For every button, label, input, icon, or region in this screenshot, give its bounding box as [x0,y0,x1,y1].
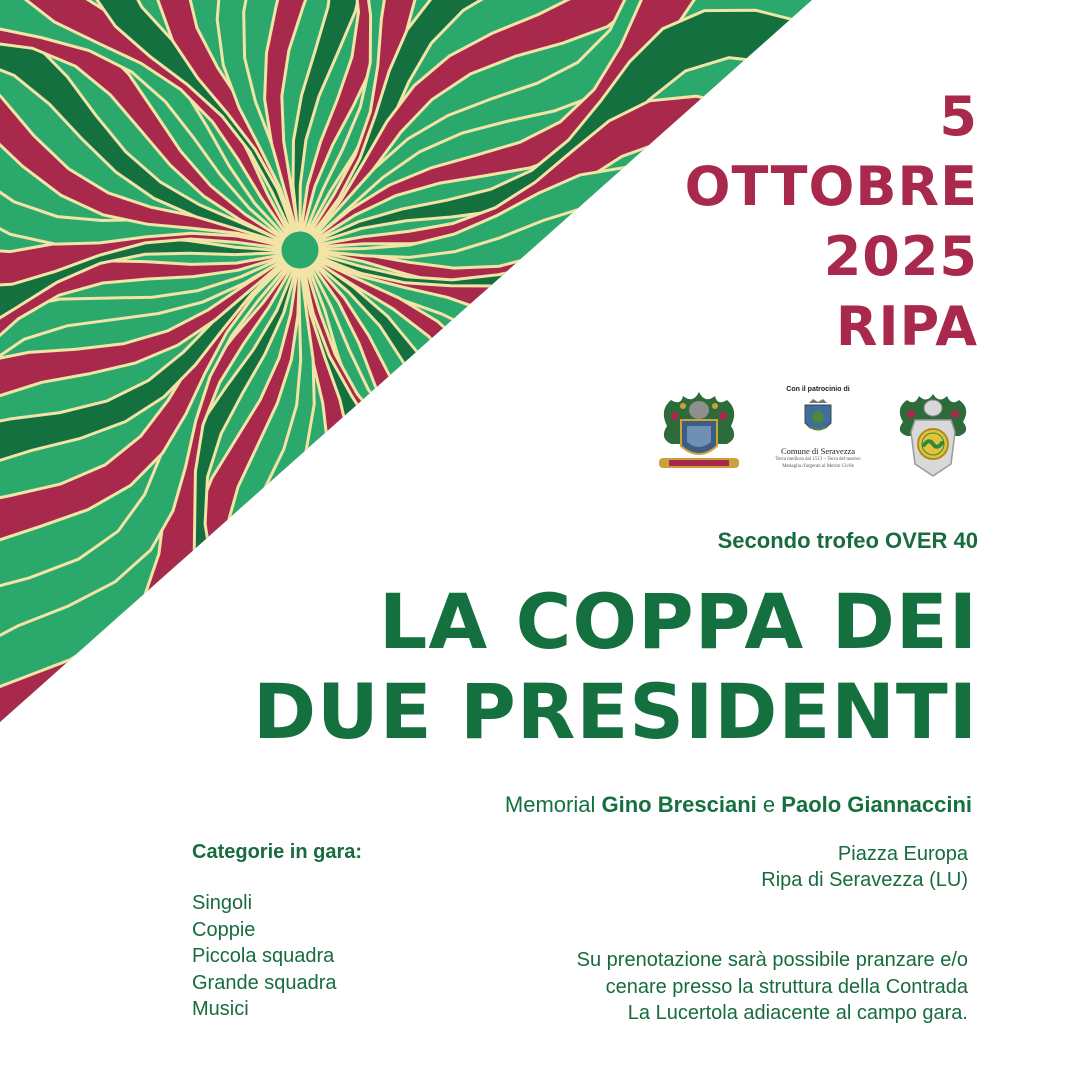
event-place: RIPA [835,295,978,358]
note-line: Su prenotazione sarà possibile pranzare e/o [576,949,968,971]
patronage-block [770,386,866,470]
memorial-conjunction: e [762,792,776,817]
event-day: 5 [939,85,978,148]
location-line: Ripa di Seravezza (LU) [761,869,968,891]
event-year: 2025 [823,225,978,288]
categories-list [192,841,362,1023]
booking-note [577,947,968,1027]
lizard-crest-icon [893,388,973,482]
event-location [761,841,968,893]
contrada-crest-icon [653,386,745,478]
comune-tagline: Terra medicea dal 1513 – Terra del marmo [775,457,861,462]
memorial-prefix: Memorial [504,792,596,817]
memorial-name-1: Gino Bresciani [601,792,757,817]
category-item: Grande squadra [192,971,337,994]
event-title-line-2: DUE PRESIDENTI [252,667,978,756]
patronage-label: Con il patrocinio di [786,386,850,393]
event-title-line-1: LA COPPA DEI [378,577,978,666]
location-line: Piazza Europa [837,843,968,865]
categories-title: Categorie in gara: [192,841,363,863]
comune-name: Comune di Seravezza [780,446,856,456]
memorial-line [505,792,972,818]
category-item: Musici [192,998,249,1020]
comune-tagline: Medaglia d'argento al Merito Civile [782,464,854,469]
category-item: Piccola squadra [192,945,335,967]
category-item: Coppie [192,918,256,941]
note-line: cenare presso la struttura della Contrada [605,975,968,998]
event-month: OTTOBRE [684,155,978,218]
memorial-name-2: Paolo Giannaccini [781,792,972,817]
note-line: La Lucertola adiacente al campo gara. [627,1002,968,1024]
comune-seravezza-crest-icon [801,397,835,439]
event-subtitle: Secondo trofeo OVER 40 [717,528,978,553]
category-item: Singoli [192,892,253,914]
